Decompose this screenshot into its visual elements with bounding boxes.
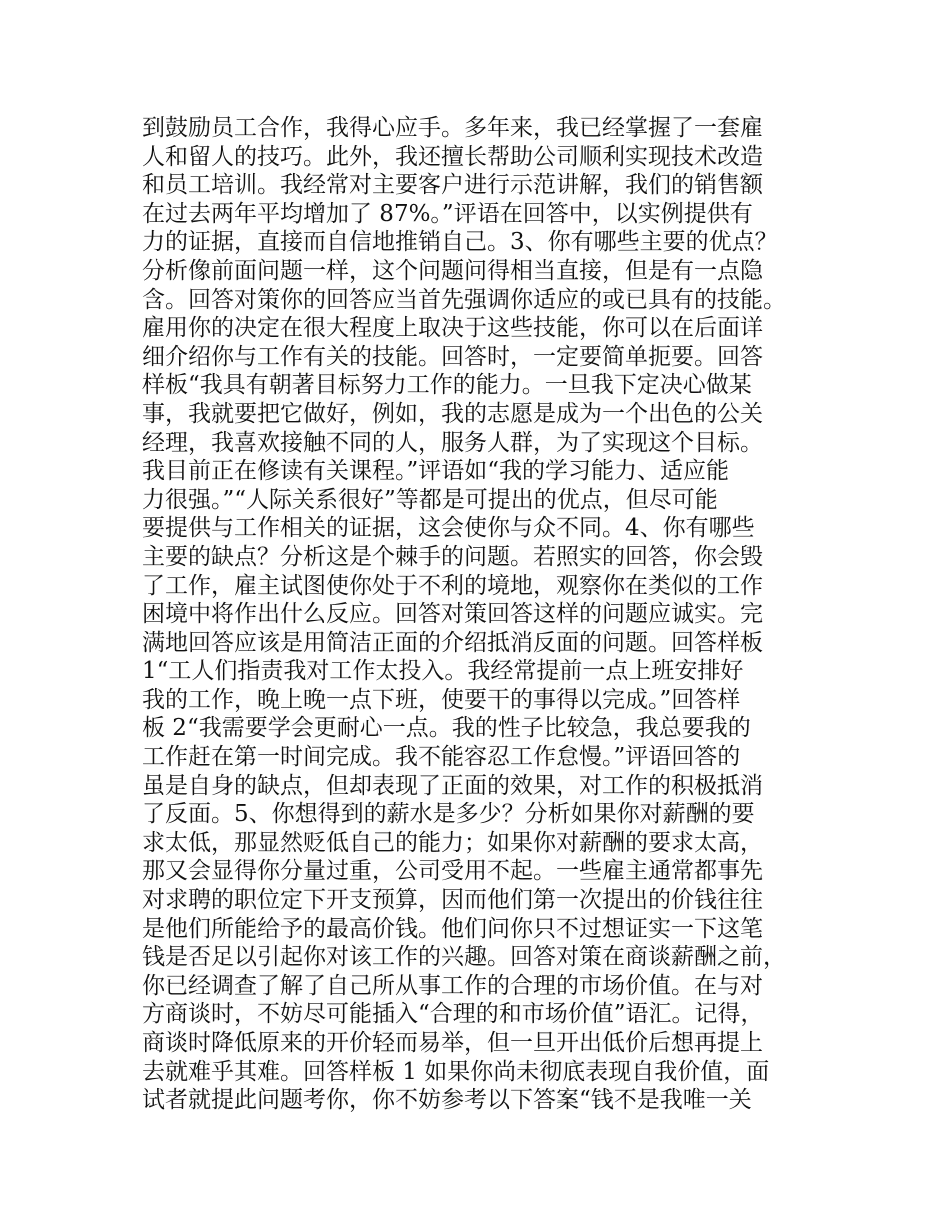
text-line: 我目前正在修读有关课程。”评语如“我的学习能力、适应能 (142, 458, 730, 485)
body-text (142, 114, 822, 1115)
text-line: 试者就提此问题考你，你不妨参考以下答案“钱不是我唯一关 (142, 1087, 752, 1114)
text-line: 要提供与工作相关的证据，这会使你与众不同。4、你有哪些 (142, 515, 755, 542)
text-line: 方商谈时，不妨尽可能插入“合理的和市场价值”语汇。记得， (142, 1001, 764, 1028)
text-line: 困境中将作出什么反应。回答对策回答这样的问题应诚实。完 (142, 601, 763, 628)
text-line: 去就难乎其难。回答样板 1 如果你尚未彻底表现自我价值，面 (142, 1058, 770, 1085)
text-line: 你已经调查了解了自己所从事工作的合理的市场价值。在与对 (142, 972, 763, 999)
text-line: 分析像前面问题一样，这个问题问得相当直接，但是有一点隐 (142, 257, 763, 284)
text-line: 商谈时降低原来的开价轻而易举，但一旦开出低价后想再提上 (142, 1030, 763, 1056)
text-line: 主要的缺点？分析这是个棘手的问题。若照实的回答，你会毁 (142, 543, 763, 570)
text-line: 经理，我喜欢接触不同的人，服务人群，为了实现这个目标。 (142, 429, 763, 456)
text-line: 和员工培训。我经常对主要客户进行示范讲解，我们的销售额 (142, 172, 763, 199)
text-line: 含。回答对策你的回答应当首先强调你适应的或已具有的技能。 (142, 286, 786, 313)
text-line: 虽是自身的缺点，但却表现了正面的效果，对工作的积极抵消 (142, 772, 763, 799)
text-line: 力的证据，直接而自信地推销自己。3、你有哪些主要的优点？ (142, 229, 778, 256)
text-line: 力很强。”“人际关系很好”等都是可提出的优点，但尽可能 (142, 486, 718, 513)
text-line: 是他们所能给予的最高价钱。他们问你只不过想证实一下这笔 (142, 915, 763, 942)
text-line: 板 2“我需要学会更耐心一点。我的性子比较急，我总要我的 (142, 715, 751, 742)
text-line: 我的工作，晚上晚一点下班，使要干的事得以完成。”回答样 (142, 686, 741, 713)
text-line: 那又会显得你分量过重，公司受用不起。一些雇主通常都事先 (142, 858, 763, 885)
text-line: 在过去两年平均增加了 87%。”评语在回答中，以实例提供有 (142, 200, 753, 227)
text-line: 人和留人的技巧。此外，我还擅长帮助公司顺利实现技术改造 (142, 143, 763, 170)
text-line: 求太低，那显然贬低自己的能力；如果你对薪酬的要求太高， (142, 829, 763, 856)
text-line: 样板“我具有朝著目标努力工作的能力。一旦我下定决心做某 (142, 372, 752, 399)
text-line: 了反面。5、你想得到的薪水是多少？分析如果你对薪酬的要 (142, 801, 755, 828)
text-line: 对求聘的职位定下开支预算，因而他们第一次提出的价钱往往 (142, 887, 763, 914)
text-line: 1“工人们指责我对工作太投入。我经常提前一点上班安排好 (142, 658, 744, 685)
text-line: 细介绍你与工作有关的技能。回答时，一定要简单扼要。回答 (142, 343, 763, 370)
text-line: 到鼓励员工合作，我得心应手。多年来，我已经掌握了一套雇 (142, 115, 763, 141)
text-line: 事，我就要把它做好，例如，我的志愿是成为一个出色的公关 (142, 400, 763, 427)
text-line: 了工作，雇主试图使你处于不利的境地，观察你在类似的工作 (142, 572, 763, 599)
text-line: 工作赶在第一时间完成。我不能容忍工作怠慢。”评语回答的 (142, 744, 741, 771)
text-line: 雇用你的决定在很大程度上取决于这些技能，你可以在后面详 (142, 315, 763, 342)
text-line: 钱是否足以引起你对该工作的兴趣。回答对策在商谈薪酬之前， (142, 944, 786, 971)
text-line: 满地回答应该是用简洁正面的介绍抵消反面的问题。回答样板 (142, 629, 763, 656)
